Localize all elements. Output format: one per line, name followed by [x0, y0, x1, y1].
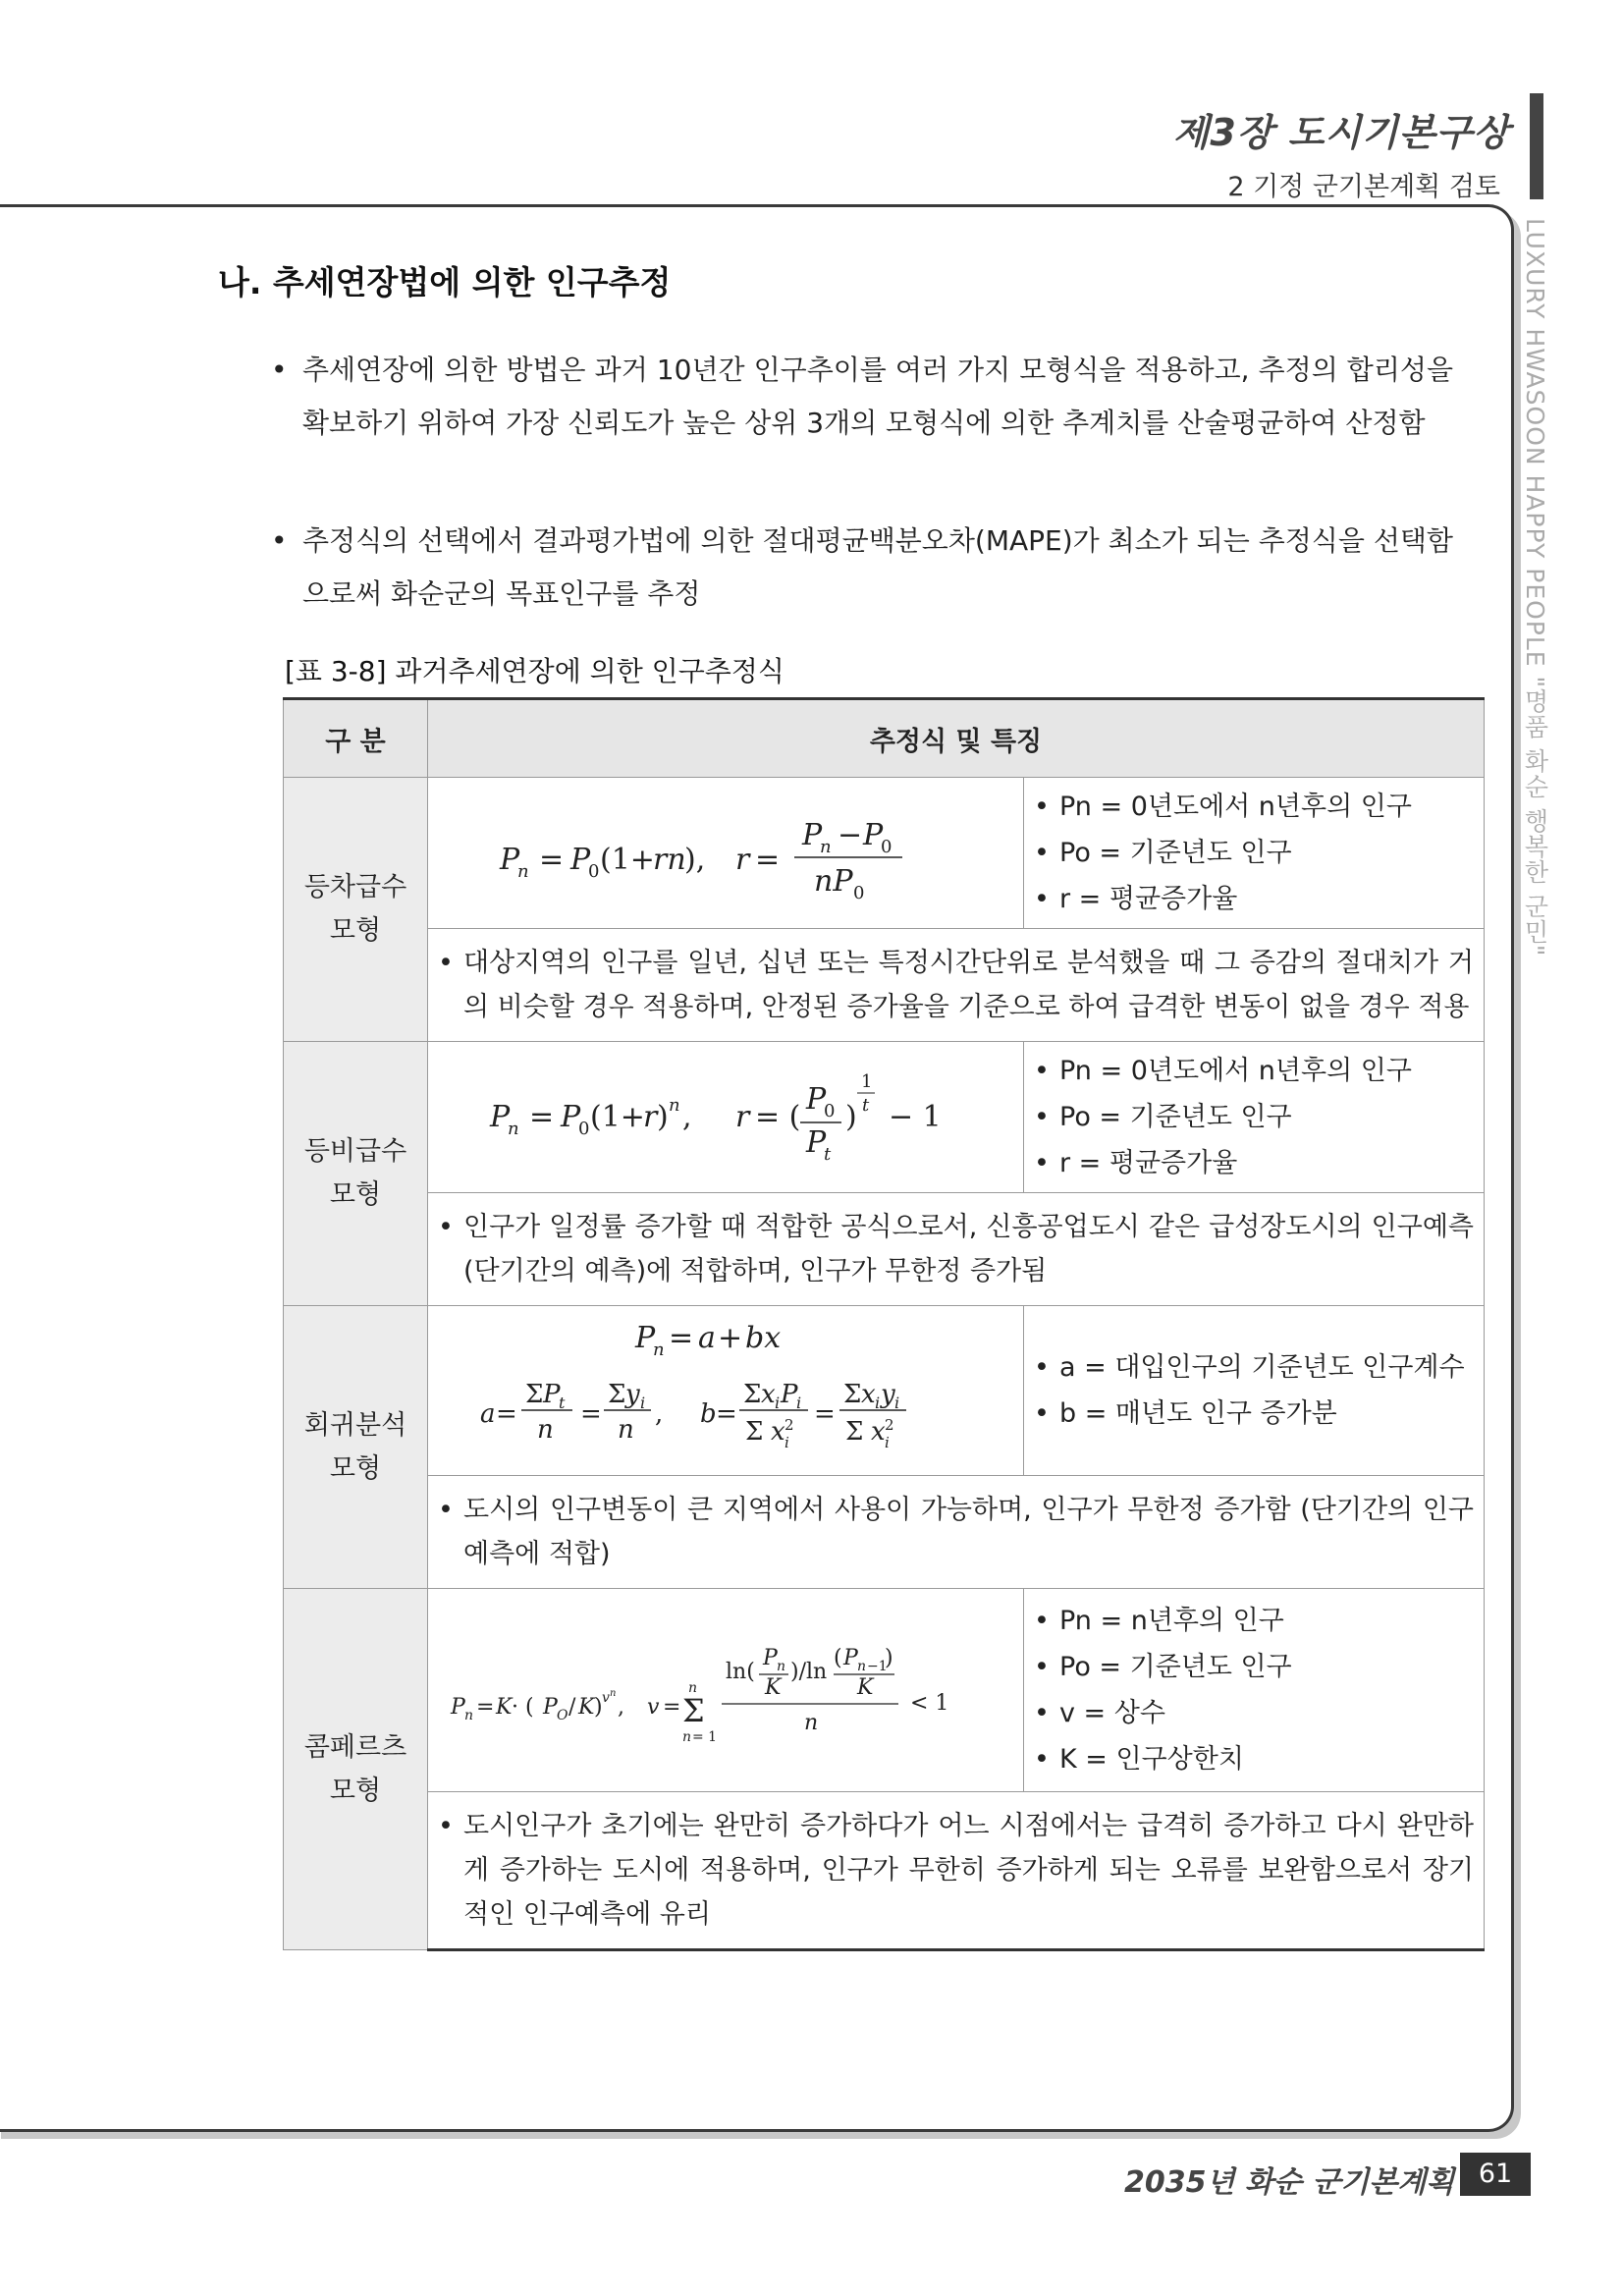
svg-text:y: y [881, 1380, 895, 1409]
svg-text:0: 0 [588, 861, 600, 882]
svg-text:i: i [885, 1434, 890, 1451]
svg-text:Σ: Σ [845, 1417, 864, 1447]
svg-text:x: x [861, 1380, 876, 1409]
svg-text:y: y [625, 1380, 640, 1409]
svg-text:=: = [663, 1694, 681, 1720]
svg-text:bx: bx [745, 1321, 782, 1355]
svg-text:Σ: Σ [743, 1380, 762, 1409]
note-item: • Pn = 0년도에서 n년후의 인구 [1034, 784, 1484, 830]
notes-cell [1024, 778, 1485, 929]
svg-text:x: x [761, 1380, 776, 1409]
svg-text:i: i [796, 1394, 802, 1412]
note-item: • r = 평균증가율 [1034, 876, 1484, 922]
svg-text:=: = [716, 1399, 737, 1429]
svg-text:P: P [802, 818, 823, 852]
header-bar [1530, 93, 1543, 199]
svg-text:n: n [682, 1728, 692, 1745]
svg-text:n: n [820, 837, 832, 857]
svg-text:ln(: ln( [726, 1659, 755, 1684]
population-estimation-table [283, 697, 1485, 1951]
svg-text:= (: = ( [755, 1100, 801, 1134]
svg-text:x: x [771, 1417, 785, 1447]
svg-text:,: , [655, 1399, 664, 1429]
svg-text:i: i [875, 1394, 881, 1412]
svg-text:n: n [464, 1707, 474, 1723]
svg-text:i: i [775, 1394, 781, 1412]
svg-text:Σ: Σ [525, 1380, 544, 1409]
svg-text:= 1: = 1 [692, 1728, 718, 1745]
note-item: • a = 대입인구의 기준년도 인구계수 [1034, 1344, 1484, 1391]
svg-text:i: i [894, 1394, 900, 1412]
svg-text:0: 0 [853, 883, 865, 903]
section-title: 나. 추세연장법에 의한 인구추정 [218, 263, 672, 301]
svg-text:x: x [871, 1417, 886, 1447]
svg-text:(1+: (1+ [590, 1100, 645, 1134]
category-cell [284, 1589, 428, 1950]
svg-text:=: = [755, 843, 781, 877]
svg-text:=: = [539, 843, 565, 877]
svg-text:rn: rn [653, 843, 686, 877]
formula-cell [428, 778, 1024, 929]
svg-text:n: n [653, 1339, 665, 1360]
svg-text:/: / [568, 1694, 576, 1720]
svg-text:Σ: Σ [682, 1691, 705, 1729]
svg-text:r: r [735, 1100, 750, 1134]
description-cell [428, 1193, 1485, 1306]
table-row [284, 1792, 1485, 1950]
svg-text:n: n [777, 1658, 786, 1674]
svg-text:=: = [496, 1399, 517, 1429]
svg-text:2: 2 [784, 1416, 794, 1434]
category-line: 모형 [329, 1452, 382, 1484]
svg-text:n: n [857, 1658, 867, 1674]
notes-cell [1024, 1589, 1485, 1792]
svg-text:P: P [781, 1380, 798, 1409]
svg-text:P: P [806, 1125, 827, 1160]
svg-text:< 1: < 1 [910, 1690, 949, 1716]
chapter-title: 제3장 도시기본구상 [1172, 111, 1510, 154]
regression-formula [451, 1306, 1001, 1468]
svg-text:t: t [824, 1144, 832, 1165]
svg-text:=: = [529, 1100, 555, 1134]
table-row [284, 929, 1485, 1042]
description-cell [428, 1476, 1485, 1589]
description-text: • 인구가 일정률 증가할 때 적합한 공식으로서, 신흥공업도시 같은 급성장도시의 인구예측(단기간의 예측)에 적합하며, 인구가 무한정 증가됨 [438, 1205, 1474, 1293]
svg-text:· (: · ( [512, 1694, 534, 1720]
bullet-text: • 추정식의 선택에서 결과평가법에 의한 절대평균백분오차(MAPE)가 최소가 되는 추정식을 선택함으로써 화순군의 목표인구를 추정 [302, 524, 1453, 610]
svg-text:P: P [561, 1100, 581, 1134]
svg-text:): ) [594, 1694, 603, 1720]
bullet-text: • 추세연장에 의한 방법은 과거 10년간 인구추이를 여러 가지 모형식을 적용하고, 추정의 합리성을 확보하기 위하여 가장 신뢰도가 높은 상위 3개의 모형식에 의한 추계치를 산술평균하여 산정함 [302, 354, 1453, 439]
category-cell [284, 1042, 428, 1306]
table-row [284, 1193, 1485, 1306]
category-line: 콤페르츠 [303, 1731, 407, 1763]
category-line: 모형 [329, 915, 382, 946]
svg-text:(: ( [834, 1645, 842, 1670]
svg-text:n: n [517, 861, 529, 882]
note-item: • Po = 기준년도 인구 [1034, 830, 1484, 876]
arithmetic-formula [451, 791, 1001, 908]
svg-text:P: P [570, 843, 591, 877]
page-number: 61 [1460, 2153, 1531, 2196]
svg-text:v: v [647, 1694, 660, 1720]
table-row [284, 778, 1485, 929]
svg-text:): ) [845, 1100, 857, 1134]
description-text: • 도시인구가 초기에는 완만히 증가하다가 어느 시점에서는 급격히 증가하고 다시 완만하게 증가하는 도시에 적용하며, 인구가 무한히 증가하게 되는 오류를 보완함으로서 장기적인 인구예측에 유리 [438, 1804, 1474, 1937]
svg-text:(1+: (1+ [600, 843, 655, 877]
svg-text:,: , [682, 1100, 692, 1134]
svg-text:P: P [543, 1694, 558, 1720]
note-item: • r = 평균증가율 [1034, 1140, 1484, 1186]
notes-cell [1024, 1042, 1485, 1193]
table-row [284, 1589, 1485, 1792]
svg-text:O: O [557, 1707, 568, 1723]
svg-text:i: i [784, 1434, 789, 1451]
side-slogan: LUXURY HWASOON HAPPY PEOPLE "명품 화순 행복한 군민" [1521, 218, 1549, 957]
note-item: • Po = 기준년도 인구 [1034, 1094, 1484, 1140]
svg-text:1: 1 [861, 1071, 873, 1092]
category-line: 모형 [329, 1179, 382, 1210]
table-row [284, 1042, 1485, 1193]
svg-text:nP: nP [814, 864, 853, 899]
svg-text:P: P [806, 1082, 827, 1117]
description-cell [428, 929, 1485, 1042]
svg-text:P: P [635, 1321, 656, 1355]
svg-text:Σ: Σ [608, 1380, 626, 1409]
category-line: 등차급수 [303, 872, 407, 902]
svg-text:P: P [863, 818, 884, 852]
svg-text:P: P [543, 1380, 561, 1409]
svg-text:P: P [490, 1100, 511, 1134]
footer-title: 2035년 화순 군기본계획 [1124, 2165, 1455, 2200]
svg-text:=: = [814, 1399, 836, 1429]
svg-text:i: i [640, 1394, 646, 1412]
svg-text:2: 2 [885, 1416, 894, 1434]
header-category: 구 분 [284, 699, 428, 778]
svg-text:P: P [763, 1645, 778, 1670]
svg-text:−: − [838, 818, 863, 852]
svg-text:n: n [508, 1119, 519, 1139]
svg-text:− 1: − 1 [889, 1100, 942, 1134]
svg-text:K: K [496, 1694, 513, 1720]
svg-text:n: n [610, 1687, 617, 1699]
description-cell [428, 1792, 1485, 1950]
svg-text:K: K [765, 1674, 782, 1700]
svg-text:): ) [657, 1100, 669, 1134]
svg-text:=: = [669, 1321, 694, 1355]
note-item: • v = 상수 [1034, 1690, 1484, 1736]
svg-text:Σ: Σ [843, 1380, 862, 1409]
bullet-paragraph [273, 344, 1453, 450]
formula-cell [428, 1042, 1024, 1193]
table-row [284, 1306, 1485, 1476]
svg-text:a: a [698, 1321, 716, 1355]
svg-text:P: P [500, 843, 520, 877]
svg-text:P: P [843, 1645, 858, 1670]
svg-text:t: t [559, 1394, 566, 1412]
gompertz-formula [441, 1604, 1010, 1771]
svg-text:,: , [618, 1694, 624, 1720]
svg-text:=: = [580, 1399, 602, 1429]
svg-text:0: 0 [881, 837, 893, 857]
svg-text:n: n [537, 1415, 554, 1445]
svg-text:n: n [669, 1095, 680, 1116]
svg-text:+: + [718, 1321, 743, 1355]
svg-text:r: r [643, 1100, 658, 1134]
svg-text:−1: −1 [867, 1658, 888, 1674]
note-item: • Pn = 0년도에서 n년후의 인구 [1034, 1048, 1484, 1094]
svg-text:t: t [862, 1095, 870, 1116]
description-text: • 대상지역의 인구를 일년, 십년 또는 특정시간단위로 분석했을 때 그 증감의 절대치가 거의 비슷할 경우 적용하며, 안정된 증가율을 기준으로 하여 급격한 변동이 없을 경우 적용 [438, 941, 1474, 1029]
svg-text:a: a [480, 1399, 496, 1429]
category-cell [284, 778, 428, 1042]
svg-text:0: 0 [578, 1119, 590, 1139]
svg-text:P: P [451, 1694, 465, 1720]
table-row [284, 1476, 1485, 1589]
section-subtitle: 2 기정 군기본계획 검토 [1227, 172, 1500, 202]
formula-cell [428, 1589, 1024, 1792]
category-line: 모형 [329, 1775, 382, 1806]
category-line: 등비급수 [303, 1136, 407, 1167]
category-cell [284, 1306, 428, 1589]
bullet-paragraph [273, 515, 1453, 621]
category-line: 회귀분석 [303, 1409, 407, 1441]
svg-text:n: n [688, 1679, 698, 1696]
table-caption: [표 3-8] 과거추세연장에 의한 인구추정식 [285, 655, 784, 687]
svg-text:r: r [735, 843, 750, 877]
header-formula: 추정식 및 특징 [428, 699, 1485, 778]
geometric-formula [451, 1050, 1001, 1177]
svg-text:v: v [602, 1689, 610, 1706]
note-item: • K = 인구상한치 [1034, 1736, 1484, 1782]
svg-text:0: 0 [824, 1101, 836, 1121]
note-item: • b = 매년도 인구 증가분 [1034, 1391, 1484, 1437]
svg-text:b: b [700, 1399, 717, 1429]
svg-text:Σ: Σ [745, 1417, 764, 1447]
svg-text:),: ), [684, 843, 706, 877]
svg-text:K: K [578, 1694, 595, 1720]
note-item: • Po = 기준년도 인구 [1034, 1644, 1484, 1690]
description-text: • 도시의 인구변동이 큰 지역에서 사용이 가능하며, 인구가 무한정 증가함 (단기간의 인구예측에 적합) [438, 1488, 1474, 1576]
svg-text:)/ln: )/ln [790, 1659, 828, 1684]
svg-text:n: n [618, 1415, 634, 1445]
svg-text:K: K [857, 1674, 874, 1700]
svg-text:): ) [885, 1645, 893, 1670]
svg-text:n: n [804, 1710, 819, 1735]
formula-cell [428, 1306, 1024, 1476]
notes-cell [1024, 1306, 1485, 1476]
svg-text:=: = [476, 1694, 495, 1720]
note-item: • Pn = n년후의 인구 [1034, 1598, 1484, 1644]
table-header-row [284, 699, 1485, 778]
